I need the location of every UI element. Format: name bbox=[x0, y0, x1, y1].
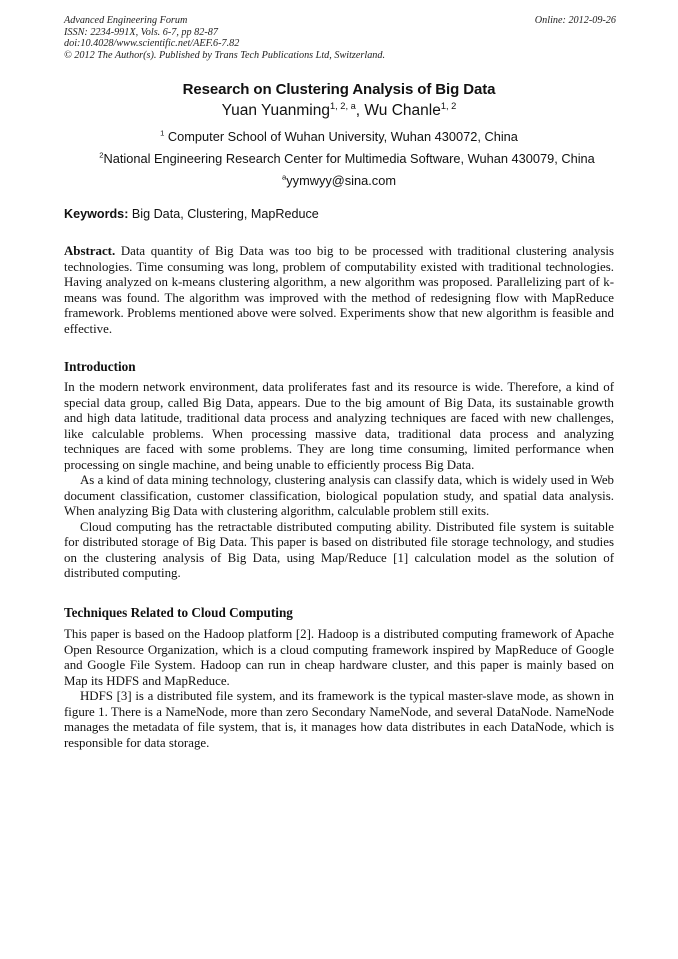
author-separator: , bbox=[355, 102, 365, 119]
abstract-text: Data quantity of Big Data was too big to be processed with traditional clustering analysis technologies. Time consuming was long, problem of computability existed with traditional technologies. Having analyzed on k-means clustering algorithm, a new algorithm was proposed. Parallelizing part of k-means was found. The algorithm was improved with the method of redesigning flow with MapReduce framework. Problems mentioned above were solved. Experiments show that new algorithm is feasible and effective. bbox=[64, 244, 614, 336]
email-mark: a bbox=[282, 172, 287, 182]
paper-title: Research on Clustering Analysis of Big Data bbox=[182, 81, 496, 98]
author-2-affiliation-marks: 1, 2 bbox=[440, 100, 457, 111]
doi-line: doi:10.4028/www.scientific.net/AEF.6-7.82 bbox=[64, 38, 240, 50]
cloud-computing-body bbox=[64, 627, 614, 751]
affiliation-2 bbox=[8, 151, 678, 166]
journal-name: Advanced Engineering Forum bbox=[64, 15, 188, 26]
abstract bbox=[64, 244, 614, 337]
introduction-body bbox=[64, 380, 614, 582]
affiliation-2-mark: 2 bbox=[99, 150, 104, 160]
section-heading-cloud-computing: Techniques Related to Cloud Computing bbox=[64, 605, 293, 620]
paragraph: This paper is based on the Hadoop platform [2]. Hadoop is a distributed computing framework of Apache Open Resource Organization, which is a cloud computing framework inspired by MapReduce of Google and Google File System. Hadoop can run in cheap hardware cluster, and this paper is mainly based on Map its HDFS and MapReduce. bbox=[64, 627, 614, 688]
author-line bbox=[0, 102, 678, 120]
author-1-affiliation-marks: 1, 2, a bbox=[329, 100, 356, 111]
keywords-label: Keywords: bbox=[64, 207, 129, 221]
keywords bbox=[64, 207, 319, 221]
affiliation-1 bbox=[0, 129, 678, 144]
online-date: Online: 2012-09-26 bbox=[534, 15, 616, 26]
paragraph: HDFS [3] is a distributed file system, and its framework is the typical master-slave mode, as shown in figure 1. There is a NameNode, more than zero Secondary NameNode, and several DataNode. NameNode manages the metadata of file system, that is, it manages how data distributes in each DataNode, which is responsible for data storage. bbox=[64, 689, 614, 750]
issn-line: ISSN: 2234-991X, Vols. 6-7, pp 82-87 bbox=[64, 26, 218, 38]
author-1: Yuan Yuanming bbox=[221, 102, 330, 119]
author-email bbox=[0, 173, 678, 188]
journal-header bbox=[64, 15, 616, 61]
paragraph: As a kind of data mining technology, clustering analysis can classify data, which is widely used in Web document classification, customer classification, biological population study, and spatial data analysis. When analyzing Big Data with clustering algorithm, calculable problem still exits. bbox=[64, 473, 614, 518]
affiliation-1-text: Computer School of Wuhan University, Wuhan 430072, China bbox=[164, 129, 518, 144]
abstract-label: Abstract. bbox=[64, 244, 116, 258]
keywords-text: Big Data, Clustering, MapReduce bbox=[128, 207, 319, 221]
affiliation-2-text: National Engineering Research Center for Multimedia Software, Wuhan 430079, China bbox=[103, 151, 595, 166]
copyright-line: © 2012 The Author(s). Published by Trans Tech Publications Ltd, Switzerland. bbox=[64, 49, 386, 61]
author-2: Wu Chanle bbox=[364, 102, 441, 119]
affiliation-1-mark: 1 bbox=[160, 128, 165, 138]
email-text: yymwyy@sina.com bbox=[286, 173, 396, 188]
section-heading-introduction: Introduction bbox=[64, 359, 136, 374]
paragraph: Cloud computing has the retractable distributed computing ability. Distributed file system is suitable for distributed storage of Big Data. This paper is based on distributed file storage technology, and studies on the clustering analysis of Big Data, using Map/Reduce [1] calculation model as the solution of distributed computing. bbox=[64, 519, 614, 580]
paragraph: In the modern network environment, data proliferates fast and its resource is wide. Therefore, a kind of special data group, called Big Data, appears. Due to the big amount of Big Data, its sustainable growth and high data latitude, traditional data process and analyzing techniques are faced with new challenges, like calculable problems. When processing massive data, traditional data process and analyzing techniques are faced with some problems. They are long time consuming, limited performance when processing on single machine, and being unable to efficiently process Big Data. bbox=[64, 380, 614, 472]
